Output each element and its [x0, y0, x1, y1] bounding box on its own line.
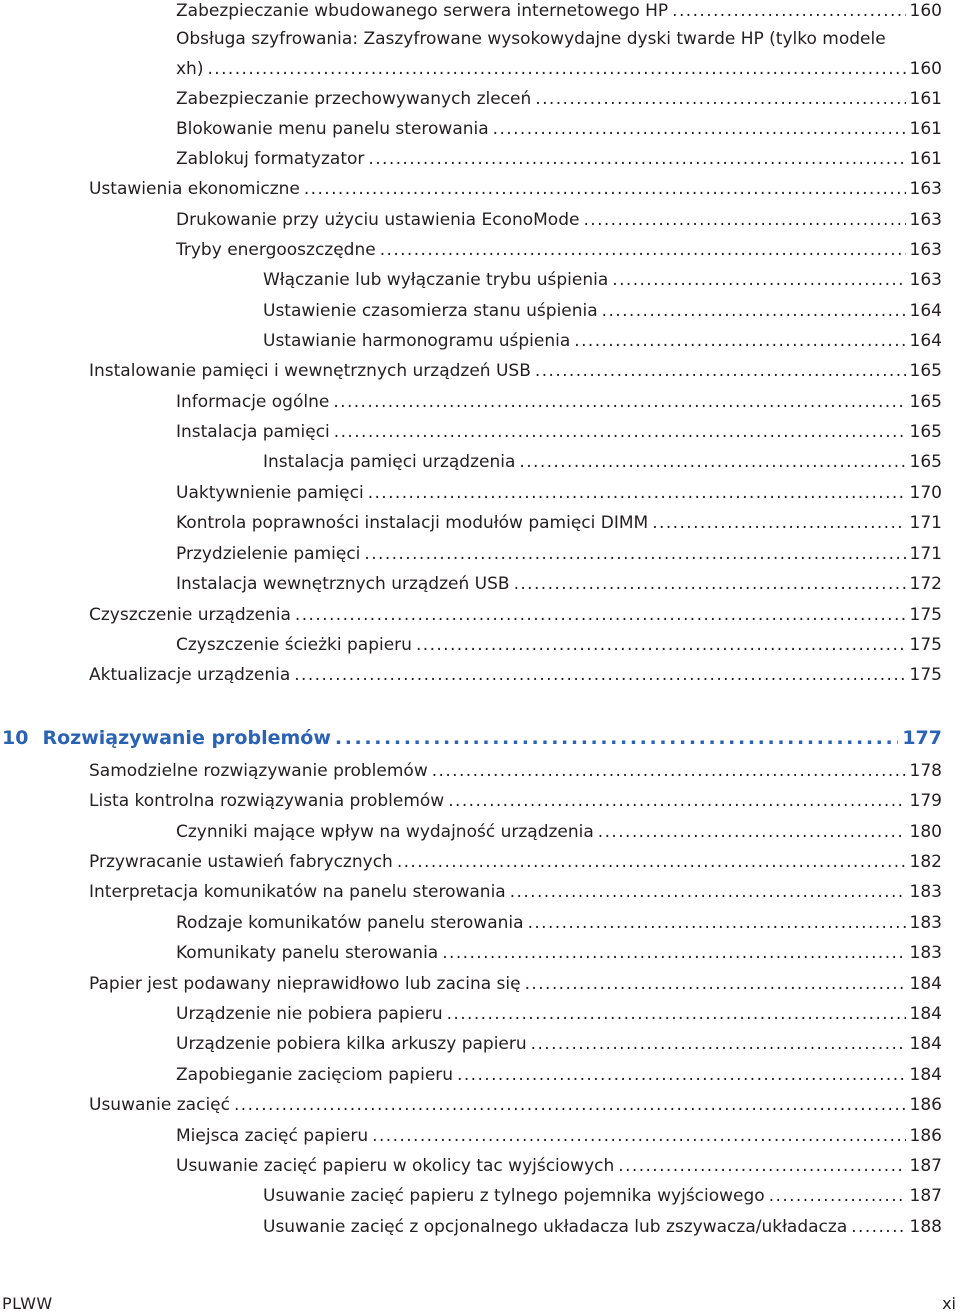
toc-leader-dots — [295, 604, 906, 626]
toc-entry-page: 182 — [909, 852, 942, 872]
toc-entry-title: Włączanie lub wyłączanie trybu uśpienia — [263, 270, 609, 290]
toc-entry[interactable] — [0, 790, 942, 812]
toc-entry-page: 186 — [909, 1095, 942, 1115]
toc-entry-title: Ustawienie czasomierza stanu uśpienia — [263, 301, 598, 321]
toc-entry[interactable] — [0, 1003, 942, 1025]
toc-entry[interactable] — [0, 881, 942, 903]
toc-leader-dots — [448, 790, 905, 812]
toc-leader-dots — [602, 300, 906, 322]
toc-entry-page: 164 — [909, 331, 942, 351]
toc-entry[interactable] — [0, 1216, 942, 1238]
toc-entry[interactable] — [0, 148, 942, 170]
toc-leader-dots — [234, 1094, 906, 1116]
toc-leader-dots — [851, 1216, 905, 1238]
toc-entry-title: Rodzaje komunikatów panelu sterowania — [176, 913, 524, 933]
toc-entry-page: 164 — [909, 301, 942, 321]
toc-entry-page: 180 — [909, 822, 942, 842]
toc-entry-page: 171 — [909, 544, 942, 564]
toc-entry-title: Tryby energooszczędne — [176, 240, 376, 260]
toc-entry-title: Samodzielne rozwiązywanie problemów — [89, 761, 428, 781]
toc-entry-title: Informacje ogólne — [176, 392, 330, 412]
toc-entry[interactable] — [0, 209, 942, 231]
toc-entry-page: 187 — [909, 1156, 942, 1176]
toc-entry-page: 187 — [909, 1186, 942, 1206]
chapter-title: Rozwiązywanie problemów — [42, 727, 331, 749]
toc-leader-dots — [304, 178, 906, 200]
toc-entry-page: 165 — [909, 392, 942, 412]
chapter-number: 10 — [2, 727, 29, 749]
toc-leader-dots — [335, 727, 898, 749]
toc-entry[interactable] — [0, 1155, 942, 1177]
toc-entry-title: Komunikaty panelu sterowania — [176, 943, 439, 963]
toc-entry[interactable] — [0, 269, 942, 291]
toc-entry-page: 165 — [909, 452, 942, 472]
toc-entry-title: Blokowanie menu panelu sterowania — [176, 119, 489, 139]
toc-entry[interactable] — [0, 543, 942, 565]
toc-entry-title: xh) — [176, 59, 204, 79]
toc-entry-title: Kontrola poprawności instalacji modułów pamięci DIMM — [176, 513, 649, 533]
toc-entry-title: Drukowanie przy użyciu ustawienia EconoMode — [176, 210, 580, 230]
toc-entry[interactable] — [0, 58, 942, 80]
toc-entry-title: Zabezpieczanie przechowywanych zleceń — [176, 89, 532, 109]
toc-entry-title: Aktualizacje urządzenia — [89, 665, 291, 685]
toc-entry-page: 161 — [909, 89, 942, 109]
toc-leader-dots — [598, 821, 906, 843]
toc-leader-dots — [514, 573, 906, 595]
toc-entry-title: Miejsca zacięć papieru — [176, 1126, 369, 1146]
toc-entry-title: Interpretacja komunikatów na panelu sterowania — [89, 882, 506, 902]
toc-entry-title: Przywracanie ustawień fabrycznych — [89, 852, 393, 872]
toc-entry-page: 163 — [909, 210, 942, 230]
toc-leader-dots — [416, 634, 906, 656]
toc-entry-title: Ustawianie harmonogramu uśpienia — [263, 331, 571, 351]
toc-entry[interactable] — [0, 178, 942, 200]
toc-entry[interactable] — [0, 821, 942, 843]
toc-entry[interactable] — [0, 1185, 942, 1207]
toc-entry-page: 183 — [909, 882, 942, 902]
toc-entry-page: 165 — [909, 361, 942, 381]
toc-leader-dots — [334, 421, 906, 443]
toc-leader-dots — [368, 148, 905, 170]
toc-leader-dots — [535, 360, 906, 382]
toc-wrapped-line: Obsługa szyfrowania: Zaszyfrowane wysokowydajne dyski twarde HP (tylko modele — [176, 29, 886, 49]
toc-leader-dots — [612, 269, 905, 291]
toc-entry-page: 160 — [909, 59, 942, 79]
toc-entry-page: 163 — [909, 179, 942, 199]
footer-left: PLWW — [2, 1294, 53, 1313]
toc-leader-dots — [510, 881, 906, 903]
toc-entry-title: Papier jest podawany nieprawidłowo lub zacina się — [89, 974, 521, 994]
toc-entry[interactable] — [0, 88, 942, 110]
toc-entry-page: 186 — [909, 1126, 942, 1146]
chapter-page: 177 — [902, 727, 942, 749]
toc-entry-page: 163 — [909, 240, 942, 260]
toc-leader-dots — [442, 942, 905, 964]
toc-leader-dots — [672, 0, 905, 22]
toc-entry-title: Usuwanie zacięć — [89, 1095, 230, 1115]
toc-entry[interactable] — [0, 118, 942, 140]
toc-entry[interactable] — [0, 451, 942, 473]
toc-entry-page: 188 — [909, 1217, 942, 1237]
toc-entry-title: Uaktywnienie pamięci — [176, 483, 364, 503]
toc-entry-page: 184 — [909, 1034, 942, 1054]
toc-entry[interactable] — [0, 360, 942, 382]
toc-entry-page: 172 — [909, 574, 942, 594]
toc-entry[interactable] — [0, 0, 942, 22]
toc-leader-dots — [531, 1033, 906, 1055]
toc-entry-title: Zapobieganie zacięciom papieru — [176, 1065, 454, 1085]
toc-entry[interactable] — [0, 1064, 942, 1086]
toc-leader-dots — [294, 664, 905, 686]
toc-entry-title: Czyszczenie urządzenia — [89, 605, 291, 625]
toc-entry[interactable] — [0, 573, 942, 595]
toc-leader-dots — [397, 851, 906, 873]
toc-entry-title: Czyszczenie ścieżki papieru — [176, 635, 412, 655]
toc-entry-page: 161 — [909, 119, 942, 139]
toc-entry-title: Zabezpieczanie wbudowanego serwera internetowego HP — [176, 1, 669, 21]
footer-page-number: xi — [942, 1294, 956, 1313]
toc-entry[interactable] — [0, 1033, 942, 1055]
toc-entry[interactable] — [0, 421, 942, 443]
toc-leader-dots — [583, 209, 905, 231]
toc-entry-page: 163 — [909, 270, 942, 290]
toc-leader-dots — [652, 512, 905, 534]
toc-entry-page: 171 — [909, 513, 942, 533]
toc-leader-dots — [769, 1185, 906, 1207]
toc-entry-title: Usuwanie zacięć papieru w okolicy tac wyjściowych — [176, 1156, 615, 1176]
toc-entry-page: 184 — [909, 1065, 942, 1085]
toc-entry-title: Czynniki mające wpływ na wydajność urządzenia — [176, 822, 594, 842]
toc-entry-page: 178 — [909, 761, 942, 781]
toc-entry-page: 161 — [909, 149, 942, 169]
toc-entry-title: Ustawienia ekonomiczne — [89, 179, 300, 199]
toc-leader-dots — [535, 88, 905, 110]
toc-entry[interactable] — [0, 912, 942, 934]
toc-leader-dots — [333, 391, 905, 413]
toc-entry[interactable] — [0, 942, 942, 964]
toc-leader-dots — [525, 973, 906, 995]
toc-entry-title: Usuwanie zacięć z opcjonalnego układacza lub zszywacza/układacza — [263, 1217, 848, 1237]
toc-leader-dots — [372, 1125, 905, 1147]
toc-entry[interactable] — [0, 300, 942, 322]
toc-entry[interactable] — [0, 973, 942, 995]
toc-entry[interactable] — [0, 760, 942, 782]
toc-entry-title: Instalacja wewnętrznych urządzeń USB — [176, 574, 510, 594]
toc-entry[interactable] — [0, 664, 942, 686]
toc-entry-page: 183 — [909, 943, 942, 963]
toc-entry-title: Zablokuj formatyzator — [176, 149, 365, 169]
toc-entry[interactable] — [0, 239, 942, 261]
toc-entry[interactable] — [0, 512, 942, 534]
toc-entry-page: 184 — [909, 974, 942, 994]
toc-entry-title: Przydzielenie pamięci — [176, 544, 361, 564]
toc-entry-page: 165 — [909, 422, 942, 442]
toc-entry-page: 175 — [909, 605, 942, 625]
toc-entry-page: 170 — [909, 483, 942, 503]
toc-entry[interactable] — [0, 1094, 942, 1116]
toc-entry[interactable] — [0, 391, 942, 413]
toc-entry-page: 160 — [909, 1, 942, 21]
toc-leader-dots — [447, 1003, 906, 1025]
toc-leader-dots — [574, 330, 905, 352]
toc-entry-title: Lista kontrolna rozwiązywania problemów — [89, 791, 445, 811]
toc-leader-dots — [368, 482, 906, 504]
toc-leader-dots — [618, 1155, 905, 1177]
toc-leader-dots — [528, 912, 906, 934]
toc-leader-dots — [380, 239, 906, 261]
toc-leader-dots — [493, 118, 906, 140]
toc-entry-page: 175 — [909, 635, 942, 655]
toc-leader-dots — [457, 1064, 906, 1086]
toc-entry-title: Urządzenie nie pobiera papieru — [176, 1004, 443, 1024]
toc-entry-title: Urządzenie pobiera kilka arkuszy papieru — [176, 1034, 527, 1054]
toc-entry-title: Instalacja pamięci urządzenia — [263, 452, 516, 472]
toc-entry[interactable] — [0, 851, 942, 873]
toc-entry[interactable] — [0, 330, 942, 352]
chapter-entry[interactable] — [0, 727, 942, 749]
toc-leader-dots — [364, 543, 905, 565]
toc-entry-page: 179 — [909, 791, 942, 811]
toc-entry-title: Instalowanie pamięci i wewnętrznych urządzeń USB — [89, 361, 531, 381]
toc-entry[interactable] — [0, 1125, 942, 1147]
toc-leader-dots — [519, 451, 905, 473]
toc-entry-title: Usuwanie zacięć papieru z tylnego pojemnika wyjściowego — [263, 1186, 765, 1206]
toc-entry-page: 183 — [909, 913, 942, 933]
toc-entry-page: 184 — [909, 1004, 942, 1024]
toc-entry-page: 175 — [909, 665, 942, 685]
toc-leader-dots — [207, 58, 905, 80]
toc-leader-dots — [432, 760, 906, 782]
toc-entry-title: Instalacja pamięci — [176, 422, 330, 442]
toc-entry[interactable] — [0, 604, 942, 626]
toc-entry[interactable] — [0, 634, 942, 656]
toc-entry[interactable] — [0, 482, 942, 504]
